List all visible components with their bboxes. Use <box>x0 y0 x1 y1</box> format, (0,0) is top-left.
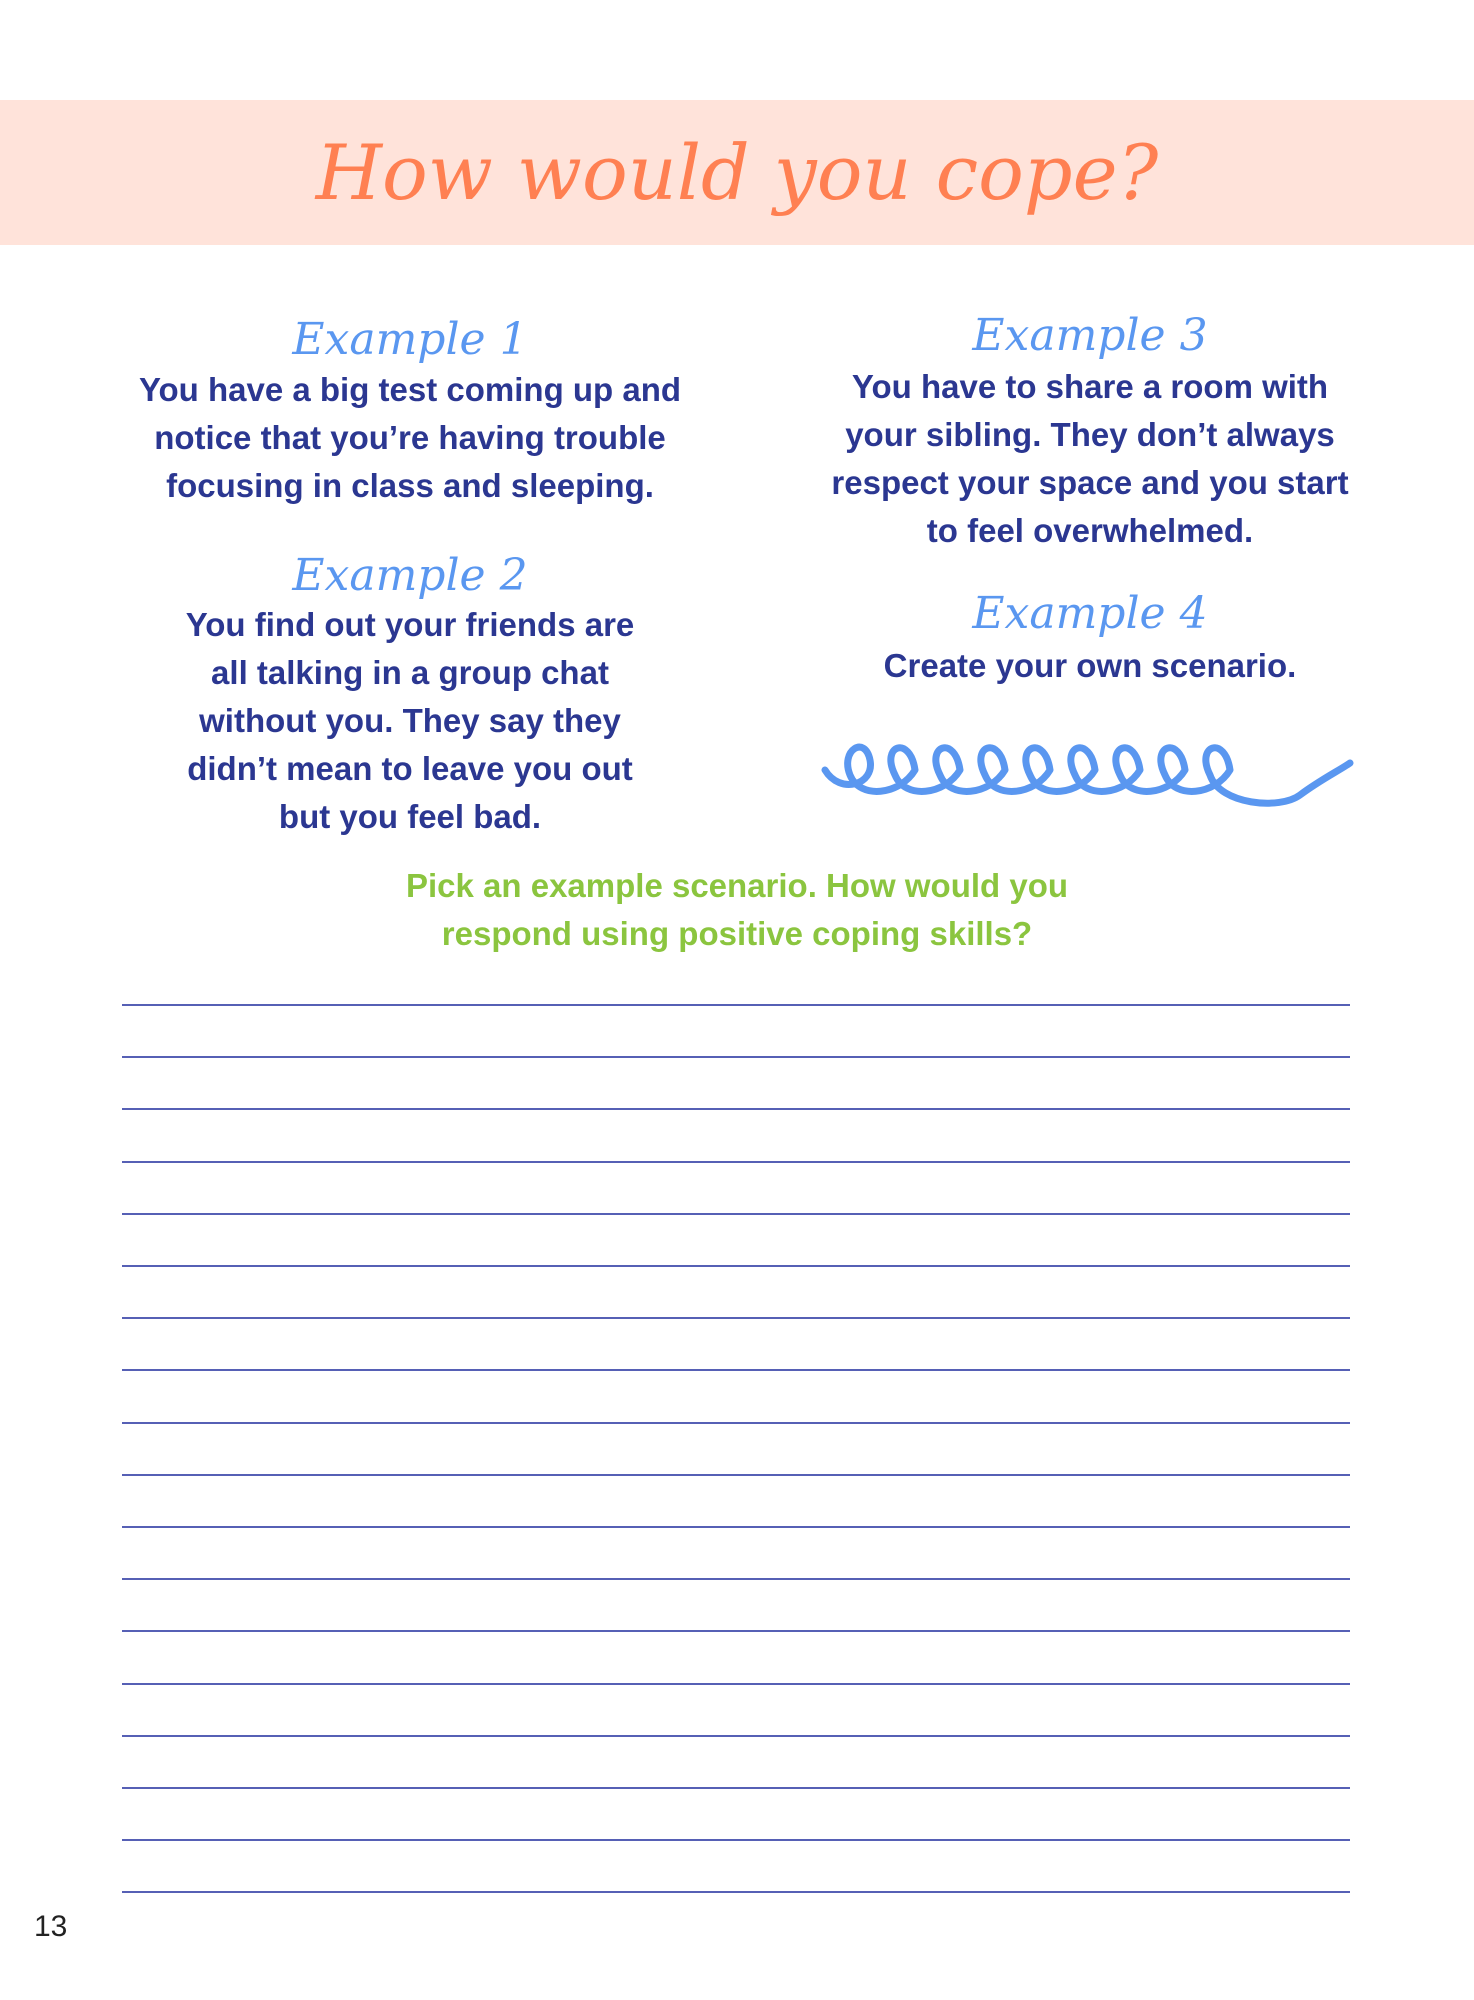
writing-line[interactable] <box>122 1630 1350 1632</box>
writing-line[interactable] <box>122 1839 1350 1841</box>
example-4-text <box>760 642 1420 690</box>
example-2-line: didn’t mean to leave you out <box>187 750 633 787</box>
writing-line[interactable] <box>122 1004 1350 1006</box>
writing-line[interactable] <box>122 1787 1350 1789</box>
example-1-line: notice that you’re having trouble <box>154 419 666 456</box>
example-3-line: respect your space and you start <box>831 464 1349 501</box>
writing-prompt <box>240 862 1234 958</box>
writing-line[interactable] <box>122 1735 1350 1737</box>
example-2-line: but you feel bad. <box>278 798 542 835</box>
writing-line[interactable] <box>122 1526 1350 1528</box>
example-2-line: all talking in a group chat <box>211 654 609 691</box>
prompt-line: respond using positive coping skills? <box>441 915 1033 952</box>
example-3-heading: Example 3 <box>972 310 1208 361</box>
writing-line[interactable] <box>122 1265 1350 1267</box>
writing-line[interactable] <box>122 1422 1350 1424</box>
page-number: 13 <box>34 1910 68 1943</box>
example-2-line: without you. They say they <box>199 702 621 739</box>
squiggle-path <box>825 747 1350 803</box>
example-4-heading: Example 4 <box>972 588 1208 639</box>
writing-area[interactable] <box>122 1004 1350 1904</box>
example-2-line: You find out your friends are <box>185 606 635 643</box>
writing-line[interactable] <box>122 1213 1350 1215</box>
prompt-line: Pick an example scenario. How would you <box>405 867 1069 904</box>
squiggle-decoration <box>820 725 1355 825</box>
page-title: How would you cope? <box>315 128 1159 217</box>
writing-line[interactable] <box>122 1891 1350 1893</box>
example-1-text <box>80 366 740 510</box>
example-4-line: Create your own scenario. <box>883 647 1297 684</box>
example-3-line: your sibling. They don’t always <box>845 416 1335 453</box>
example-1-line: You have a big test coming up and <box>138 371 682 408</box>
example-3-line: to feel overwhelmed. <box>926 512 1254 549</box>
example-2-heading: Example 2 <box>292 550 528 601</box>
example-3-text <box>760 363 1420 555</box>
example-3-line: You have to share a room with <box>851 368 1329 405</box>
writing-line[interactable] <box>122 1161 1350 1163</box>
writing-line[interactable] <box>122 1683 1350 1685</box>
example-1-line: focusing in class and sleeping. <box>166 467 654 504</box>
writing-line[interactable] <box>122 1108 1350 1110</box>
writing-line[interactable] <box>122 1369 1350 1371</box>
example-2-text <box>80 601 740 841</box>
example-1-heading: Example 1 <box>292 314 528 365</box>
writing-line[interactable] <box>122 1578 1350 1580</box>
writing-line[interactable] <box>122 1317 1350 1319</box>
writing-line[interactable] <box>122 1056 1350 1058</box>
writing-line[interactable] <box>122 1474 1350 1476</box>
